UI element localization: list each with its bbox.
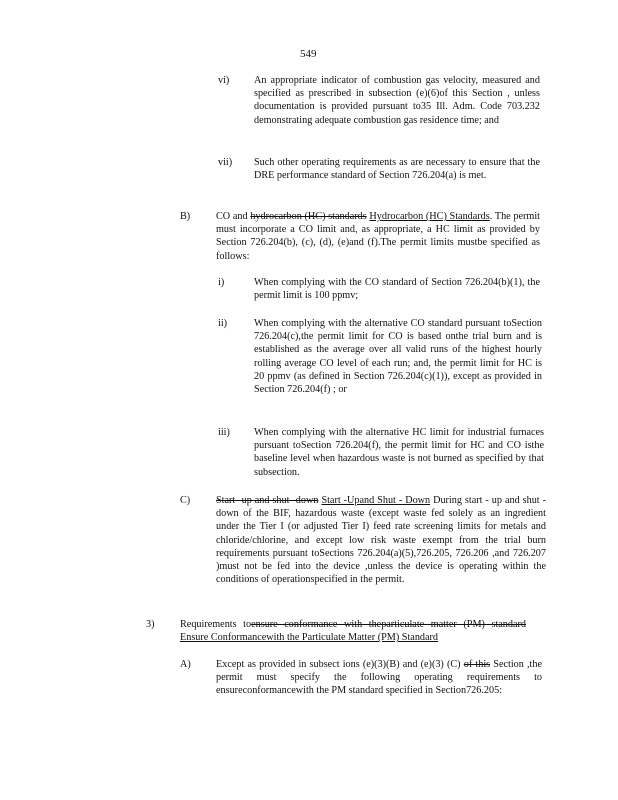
item-B-inserted: Hydrocarbon (HC) Standards — [369, 211, 490, 222]
item-label-Bii: ii) — [218, 318, 228, 329]
item-Bii-text: When complying with the alternative CO standard pursuant toSection 726.204(c),the permit limit for CO is based onthe trial burn and is established as the average over all valid runs of the highest hourly rolling average CO level of each run; and, the permit limit for HC is 20 ppmv (as defined in Section 726.204(c)(1)), except as provided in Section 726.204(f) ; or — [254, 318, 542, 396]
item-Biii-text: When complying with the alternative HC limit for industrial furnaces pursuant toSection 726.204(f), the permit limit for HC and CO isthe baseline level when hazardous waste is not burned as specified by that subsection. — [254, 427, 544, 478]
item-3-inserted: Ensure Conformancewith the Particulate Matter (PM) Standard — [180, 632, 439, 644]
item-vi-text: An appropriate indicator of combustion gas velocity, measured and specified as prescribed in subsection (e)(6)of this Section , unless documentation is provided pursuant to35 Ill. Adm. Code 703.232 demonstrating adequate combustion gas residence time; and — [254, 75, 540, 126]
item-label-Bi: i) — [218, 277, 225, 288]
item-label-3: 3) — [146, 619, 155, 630]
item-B-text — [216, 210, 540, 263]
item-label-vii: vii) — [218, 157, 233, 168]
item-3A-text — [216, 658, 542, 698]
item-label-vi: vi) — [218, 75, 230, 86]
item-3-lead: Requirements to — [180, 619, 252, 630]
item-Bi-text: When complying with the CO standard of Section 726.204(b)(1), the permit limit is 100 ppmv; — [254, 277, 540, 302]
item-B-body: . The permit must incorporate a CO limit and, as appropriate, a HC limit as provided by Section 726.204(b), (c), (d), (e)and (f).The permit limits mustbe specified as follows: — [216, 211, 540, 262]
item-B-lead: CO and — [216, 211, 248, 222]
page-number: 549 — [300, 48, 317, 60]
item-C-body: During start - up and shut -down of the BIF, hazardous waste (except waste fed solely as an ingredient under the Tier I (or adjusted Tier I) feed rate screening limits for metals and chloride/chlorine, and except low risk waste exempt from the trial burn requirements pursuant toSections 726.204(a)(5),726.205, 726.206 ,and 726.207 )must not be fed into the device ,unless the device is operating within the conditions of operationspecified in the permit. — [216, 495, 546, 586]
item-3-struck: ensure conformance with theparticulate matter (PM) standard — [251, 619, 526, 630]
item-label-Biii: iii) — [218, 427, 230, 438]
item-label-B: B) — [180, 211, 191, 222]
item-C-struck: Start -up and shut -down — [216, 495, 319, 506]
item-vii-text: Such other operating requirements as are necessary to ensure that the DRE performance standard of Section 726.204(a) is met. — [254, 157, 540, 182]
item-label-3A: A) — [180, 659, 191, 670]
item-3A-struck: of this — [463, 659, 491, 670]
item-3A-lead: Except as provided in subsect ions (e)(3)(B) and (e)(3) (C) — [216, 659, 461, 670]
item-C-text — [216, 494, 546, 586]
item-B-struck: hydrocarbon (HC) standards — [250, 211, 367, 222]
item-3-text — [180, 618, 526, 644]
item-label-C: C) — [180, 495, 191, 506]
item-C-inserted: Start -Upand Shut - Down — [321, 495, 431, 506]
item-3A-body: Section ,the permit must specify the following operating requirements to ensureconformancewith the PM standard specified in Section726.205: — [216, 659, 543, 697]
